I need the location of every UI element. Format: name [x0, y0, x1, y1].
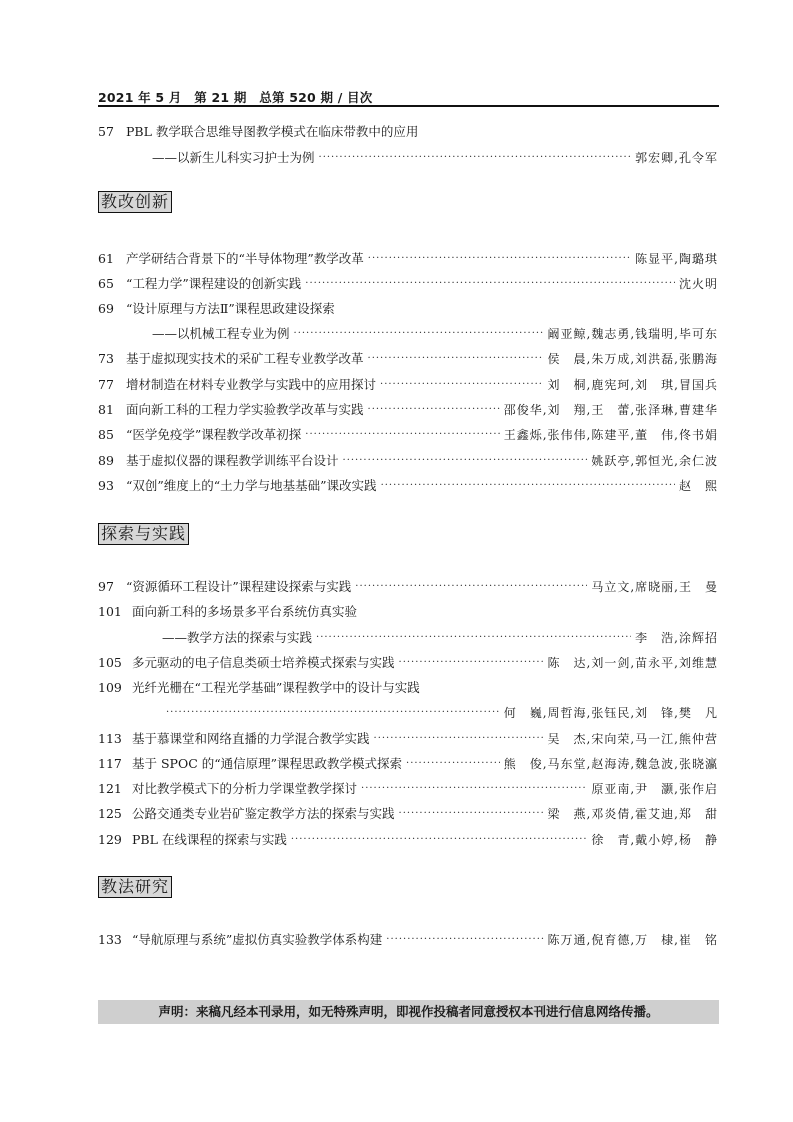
authors: 沈火明 — [678, 276, 718, 291]
dot-leader — [381, 480, 675, 491]
page-number: 81 — [98, 401, 114, 417]
page-number: 61 — [98, 250, 114, 266]
authors: 马立文,席晓丽,王 曼 — [591, 579, 718, 594]
toc-entry[interactable] — [98, 653, 718, 671]
authors: 侯 晨,朱万成,刘洪磊,张鹏海 — [547, 351, 718, 366]
authors: 赵 熙 — [678, 478, 718, 493]
dot-leader — [343, 455, 588, 466]
authors: 陈万通,倪育德,万 棣,崔 铭 — [547, 932, 718, 947]
page-number: 117 — [98, 755, 122, 771]
toc-entry[interactable] — [98, 249, 718, 267]
authors: 陈 达,刘一剑,苗永平,刘维慧 — [547, 655, 718, 670]
page-number: 97 — [98, 578, 114, 594]
dot-leader — [399, 657, 544, 668]
dot-leader — [368, 253, 631, 264]
dot-leader — [316, 632, 631, 643]
toc-entry[interactable] — [98, 703, 718, 721]
page-number: 57 — [98, 123, 114, 139]
authors: 郭宏卿,孔令军 — [635, 150, 718, 165]
page-number: 101 — [98, 603, 122, 619]
section-title: 教改创新 — [98, 191, 172, 213]
authors: 姚跃亭,郭恒光,余仁波 — [591, 453, 718, 468]
article-title: 基于虚拟仪器的课程教学训练平台设计 — [126, 453, 339, 468]
dot-leader — [368, 404, 500, 415]
page-number: 133 — [98, 931, 122, 947]
toc-entry[interactable] — [98, 451, 718, 469]
article-title: 基于慕课堂和网络直播的力学混合教学实践 — [132, 731, 370, 746]
dot-leader — [166, 707, 500, 718]
article-title: 产学研结合背景下的“半导体物理”教学改革 — [126, 251, 364, 266]
page-number: 89 — [98, 452, 114, 468]
authors: 熊 俊,马东堂,赵海涛,魏急波,张晓瀛 — [503, 756, 718, 771]
page-number: 109 — [98, 679, 122, 695]
article-subtitle: ——以机械工程专业为例 — [152, 326, 290, 341]
page-number: 85 — [98, 426, 114, 442]
dot-leader — [399, 808, 544, 819]
page-number: 105 — [98, 654, 122, 670]
authors: 徐 青,戴小婷,杨 静 — [591, 832, 718, 847]
authors: 何 巍,周哲海,张钰民,刘 锋,樊 凡 — [503, 705, 718, 720]
toc-entry[interactable] — [98, 602, 718, 620]
article-title: “工程力学”课程建设的创新实践 — [126, 276, 302, 291]
article-title: 基于虚拟现实技术的采矿工程专业教学改革 — [126, 351, 364, 366]
dot-leader — [355, 581, 587, 592]
article-title: “双创”维度上的“土力学与地基基础”课改实践 — [126, 478, 377, 493]
dot-leader — [406, 758, 500, 769]
page-number: 125 — [98, 805, 122, 821]
toc-entry[interactable] — [98, 930, 718, 948]
authors: 原亚南,尹 灏,张作启 — [591, 781, 718, 796]
header-rule — [98, 105, 719, 107]
dot-leader — [380, 379, 544, 390]
article-title: 光纤光栅在“工程光学基础”课程教学中的设计与实践 — [132, 680, 420, 695]
page-number: 69 — [98, 300, 114, 316]
toc-entry[interactable] — [98, 274, 718, 292]
dot-leader — [319, 152, 632, 163]
authors: 梁 燕,邓炎倩,霍艾迪,郑 甜 — [547, 806, 718, 821]
section-title: 探索与实践 — [98, 523, 189, 545]
toc-entry[interactable] — [98, 830, 718, 848]
article-title: PBL 教学联合思维导图教学模式在临床带教中的应用 — [126, 124, 419, 139]
article-title: 基于 SPOC 的“通信原理”课程思政教学模式探索 — [132, 756, 403, 771]
article-title: “医学免疫学”课程教学改革初探 — [126, 427, 302, 442]
article-subtitle: ——以新生儿科实习护士为例 — [152, 150, 315, 165]
authors: 陈显平,陶璐琪 — [635, 251, 718, 266]
toc-entry[interactable] — [98, 577, 718, 595]
article-title: 公路交通类专业岩矿鉴定教学方法的探索与实践 — [132, 806, 395, 821]
article-title: 面向新工科的工程力学实验教学改革与实践 — [126, 402, 364, 417]
article-title: “资源循环工程设计”课程建设探索与实践 — [126, 579, 352, 594]
article-title: 对比教学模式下的分析力学课堂教学探讨 — [132, 781, 358, 796]
authors: 邵俊华,刘 翔,王 蕾,张泽琳,曹建华 — [503, 402, 718, 417]
dot-leader — [294, 328, 544, 339]
article-subtitle: ——教学方法的探索与实践 — [162, 630, 313, 645]
page-number: 77 — [98, 376, 114, 392]
authors: 王鑫烁,张伟伟,陈建平,董 伟,佟书娟 — [503, 427, 718, 442]
toc-entry[interactable] — [98, 122, 718, 140]
article-title: 面向新工科的多场景多平台系统仿真实验 — [132, 604, 358, 619]
page-number: 73 — [98, 350, 114, 366]
dot-leader — [305, 278, 675, 289]
authors: 吴 杰,宋向荣,马一江,熊仲营 — [547, 731, 718, 746]
page-number: 65 — [98, 275, 114, 291]
article-title: 多元驱动的电子信息类硕士培养模式探索与实践 — [132, 655, 395, 670]
toc-entry[interactable] — [98, 349, 718, 367]
page-header: 2021 年 5 月 第 21 期 总第 520 期 / 目次 — [98, 90, 373, 105]
toc-entry[interactable] — [98, 476, 718, 494]
dot-leader — [361, 783, 587, 794]
toc-entry[interactable] — [98, 628, 718, 646]
toc-entry[interactable] — [98, 299, 718, 317]
copyright-notice: 声明：来稿凡经本刊录用，如无特殊声明，即视作投稿者同意授权本刊进行信息网络传播。 — [98, 1000, 719, 1024]
toc-entry[interactable] — [98, 148, 718, 166]
authors: 阚亚鲸,魏志勇,钱瑞明,毕可东 — [547, 326, 718, 341]
page-number: 93 — [98, 477, 114, 493]
authors: 刘 桐,鹿宪珂,刘 琪,冒国兵 — [547, 377, 718, 392]
toc-entry[interactable] — [98, 375, 718, 393]
page-number: 121 — [98, 780, 122, 796]
dot-leader — [386, 934, 543, 945]
page-number: 113 — [98, 730, 122, 746]
dot-leader — [374, 733, 544, 744]
authors: 李 浩,涂辉招 — [635, 630, 718, 645]
article-title: “设计原理与方法Ⅱ”课程思政建设探索 — [126, 301, 335, 316]
toc-entry[interactable] — [98, 804, 718, 822]
toc-entry[interactable] — [98, 400, 718, 418]
toc-entry[interactable] — [98, 678, 718, 696]
page-number: 129 — [98, 831, 122, 847]
dot-leader — [368, 353, 544, 364]
article-title: 增材制造在材料专业教学与实践中的应用探讨 — [126, 377, 377, 392]
toc-entry[interactable] — [98, 729, 718, 747]
article-title: PBL 在线课程的探索与实践 — [132, 832, 287, 847]
dot-leader — [305, 429, 499, 440]
toc-entry[interactable] — [98, 779, 718, 797]
article-title: “导航原理与系统”虚拟仿真实验教学体系构建 — [132, 932, 383, 947]
section-title: 教法研究 — [98, 876, 172, 898]
toc-entry[interactable] — [98, 425, 718, 443]
toc-entry[interactable] — [98, 324, 718, 342]
toc-entry[interactable] — [98, 754, 718, 772]
dot-leader — [291, 834, 587, 845]
